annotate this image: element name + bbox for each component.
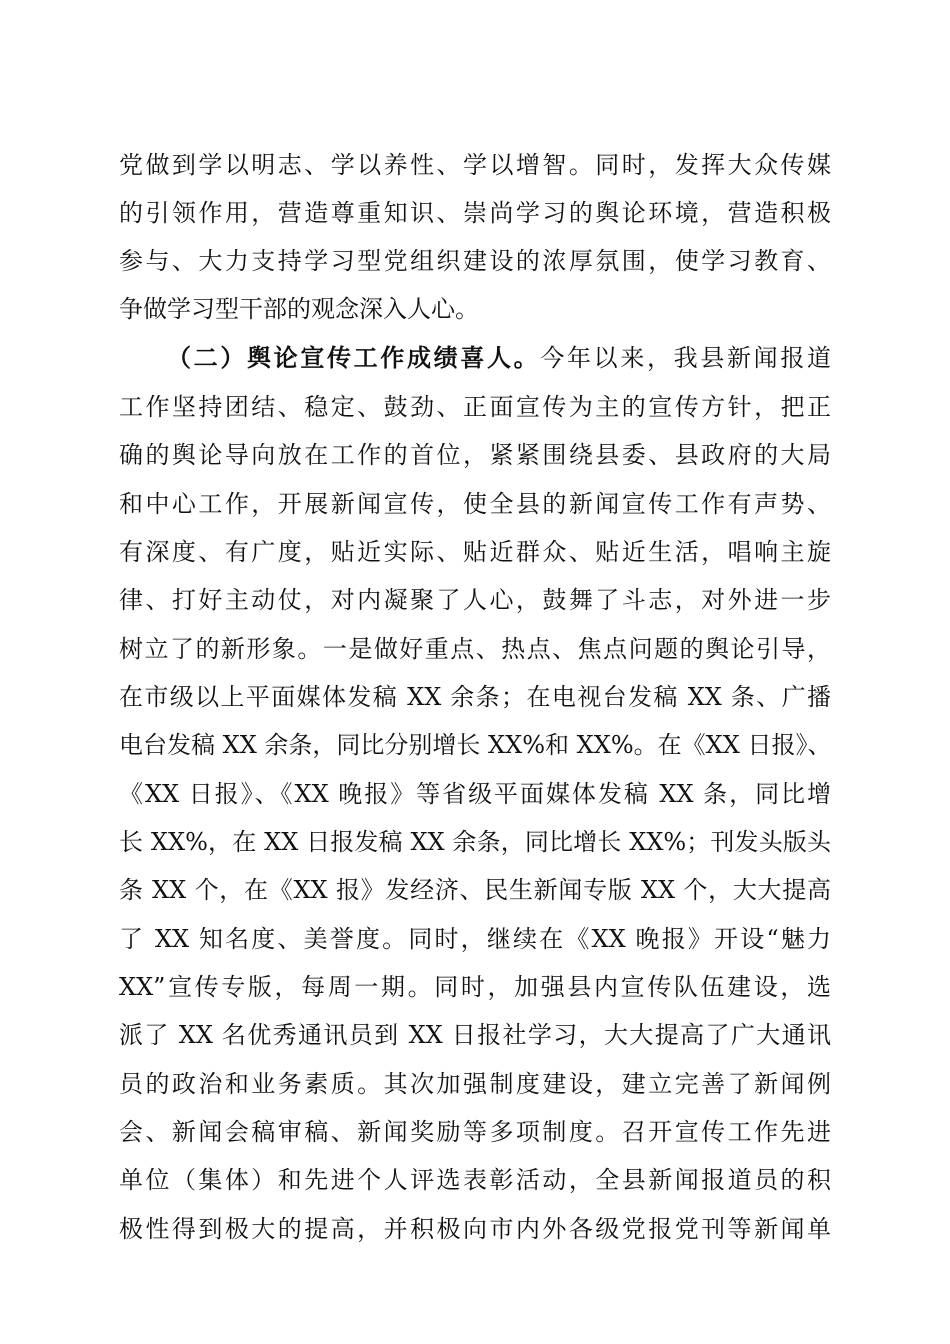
paragraph-2-line-16: 员的政治和业务素质。其次加强制度建设，建立完善了新闻例 xyxy=(119,1070,831,1098)
paragraph-1-line-2: 的引领作用，营造尊重知识、崇尚学习的舆论环境，营造积极 xyxy=(119,199,831,227)
paragraph-2-line-6: 律、打好主动仗，对内凝聚了人心，鼓舞了斗志，对外进一步 xyxy=(119,586,831,614)
paragraph-1-line-3: 参与、大力支持学习型党组织建设的浓厚氛围，使学习教育、 xyxy=(119,247,831,275)
paragraph-2-line-7: 树立了的新形象。一是做好重点、热点、焦点问题的舆论引导， xyxy=(119,635,831,663)
paragraph-2-line-12: 条 XX 个，在《XX 报》发经济、民生新闻专版 XX 个，大大提高 xyxy=(119,876,831,904)
paragraph-1-line-4: 争做学习型干部的观念深入人心。 xyxy=(119,295,479,323)
paragraph-2-line-4: 和中心工作，开展新闻宣传，使全县的新闻宣传工作有声势、 xyxy=(119,490,831,518)
paragraph-2-line-5: 有深度、有广度，贴近实际、贴近群众、贴近生活，唱响主旋 xyxy=(119,538,831,566)
paragraph-2-line-10: 《XX 日报》、《XX 晚报》等省级平面媒体发稿 XX 条，同比增 xyxy=(119,780,831,808)
paragraph-2-line-9: 电台发稿 XX 余条，同比分别增长 XX%和 XX%。在《XX 日报》、 xyxy=(119,731,832,759)
paragraph-1-line-1: 党做到学以明志、学以养性、学以增智。同时，发挥大众传媒 xyxy=(119,151,831,179)
paragraph-2-line-17: 会、新闻会稿审稿、新闻奖励等多项制度。召开宣传工作先进 xyxy=(119,1118,831,1146)
paragraph-2-line-15: 派了 XX 名优秀通讯员到 XX 日报社学习，大大提高了广大通讯 xyxy=(119,1021,831,1049)
paragraph-2-line-3: 确的舆论导向放在工作的首位，紧紧围绕县委、县政府的大局 xyxy=(119,441,831,469)
paragraph-2-line-11: 长 XX%，在 XX 日报发稿 XX 余条，同比增长 XX%；刊发头版头 xyxy=(119,828,831,856)
paragraph-2-line-18: 单位（集体）和先进个人评选表彰活动，全县新闻报道员的积 xyxy=(119,1166,831,1194)
paragraph-2-line-8: 在市级以上平面媒体发稿 XX 余条；在电视台发稿 XX 条、广播 xyxy=(119,683,831,711)
paragraph-2-line-19: 极性得到极大的提高，并积极向市内外各级党报党刊等新闻单 xyxy=(119,1215,831,1243)
paragraph-2-line-13: 了 XX 知名度、美誉度。同时，继续在《XX 晚报》开设“魅力 xyxy=(119,925,831,953)
paragraph-2-line-2: 工作坚持团结、稳定、鼓劲、正面宣传为主的宣传方针，把正 xyxy=(119,393,831,421)
paragraph-2-line-14: XX”宣传专版，每周一期。同时，加强县内宣传队伍建设，选 xyxy=(119,973,831,1001)
paragraph-2-line-1-text: 今年以来，我县新闻报道 xyxy=(540,344,832,372)
section-heading: （二）舆论宣传工作成绩喜人。 xyxy=(167,343,541,372)
paragraph-2-line-1 xyxy=(167,340,831,376)
